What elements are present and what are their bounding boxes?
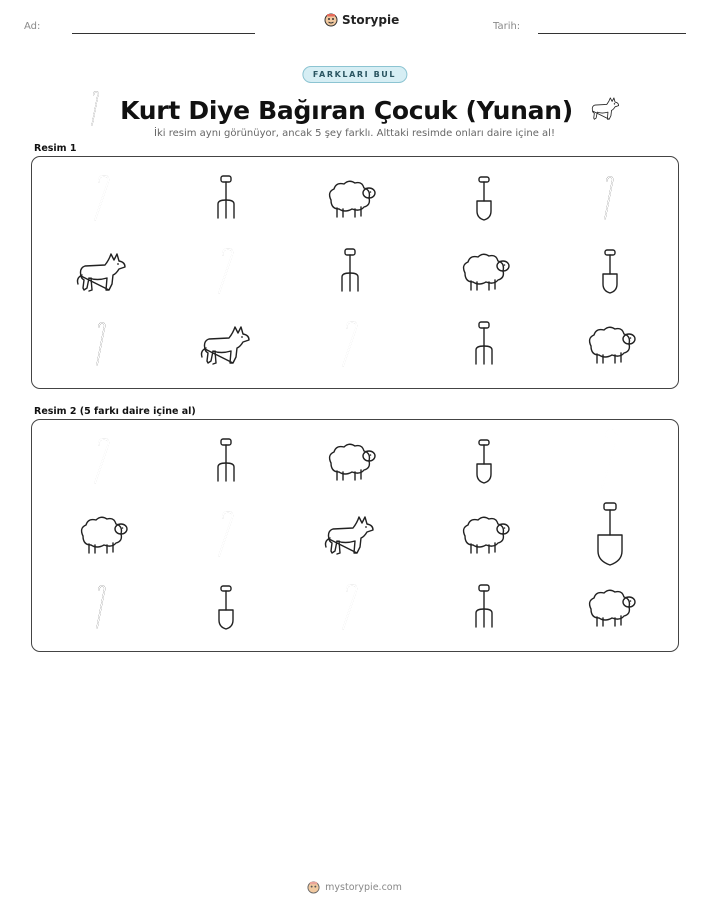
sheep-icon <box>305 168 395 228</box>
shovel-icon <box>565 241 655 301</box>
sheep-icon[interactable] <box>439 504 529 564</box>
brand-logo <box>324 13 399 27</box>
shepherd-crook-icon <box>565 168 655 228</box>
shepherd-crook-icon <box>305 314 395 374</box>
storypie-logo-icon <box>324 13 338 27</box>
shepherd-crook-icon[interactable] <box>57 577 147 637</box>
shepherd-crook-icon <box>57 168 147 228</box>
name-label: Ad: <box>24 21 41 32</box>
wolf-icon <box>181 314 271 374</box>
picture-1 <box>31 156 679 389</box>
wolf-icon <box>589 93 621 127</box>
shovel-icon[interactable] <box>181 577 271 637</box>
footer-url: mystorypie.com <box>325 882 402 893</box>
brand-name: Storypie <box>342 13 400 27</box>
shepherd-crook-icon[interactable] <box>181 504 271 564</box>
sheep-icon <box>565 314 655 374</box>
storypie-logo-icon <box>307 881 320 894</box>
title-row <box>0 90 709 131</box>
name-line[interactable] <box>72 33 255 34</box>
activity-badge: FARKLARI BUL <box>302 66 407 83</box>
sheep-icon[interactable] <box>565 577 655 637</box>
shepherd-crook-icon <box>88 90 104 131</box>
shepherd-crook-icon[interactable] <box>57 431 147 491</box>
picture-2[interactable] <box>31 419 679 652</box>
shepherd-crook-icon <box>57 314 147 374</box>
sheep-icon[interactable] <box>305 431 395 491</box>
panel1-label: Resim 1 <box>34 143 77 154</box>
footer <box>0 881 709 894</box>
pitchfork-icon[interactable] <box>439 577 529 637</box>
pitchfork-icon[interactable] <box>181 431 271 491</box>
shovel-icon[interactable] <box>565 504 655 564</box>
sheep-icon <box>439 241 529 301</box>
page-title: Kurt Diye Bağıran Çocuk (Yunan) <box>120 95 573 125</box>
instructions: İki resim aynı görünüyor, ancak 5 şey farklı. Alttaki resimde onları daire içine al! <box>154 128 555 139</box>
wolf-icon[interactable] <box>305 504 395 564</box>
date-line[interactable] <box>538 33 686 34</box>
shovel-icon[interactable] <box>439 431 529 491</box>
panel2-label: Resim 2 (5 farkı daire içine al) <box>34 406 196 417</box>
shepherd-crook-icon[interactable] <box>565 431 655 491</box>
shepherd-crook-icon <box>181 241 271 301</box>
date-label: Tarih: <box>493 21 521 32</box>
sheep-icon[interactable] <box>57 504 147 564</box>
pitchfork-icon <box>181 168 271 228</box>
shovel-icon <box>439 168 529 228</box>
pitchfork-icon <box>305 241 395 301</box>
shepherd-crook-icon[interactable] <box>305 577 395 637</box>
pitchfork-icon <box>439 314 529 374</box>
wolf-icon <box>57 241 147 301</box>
